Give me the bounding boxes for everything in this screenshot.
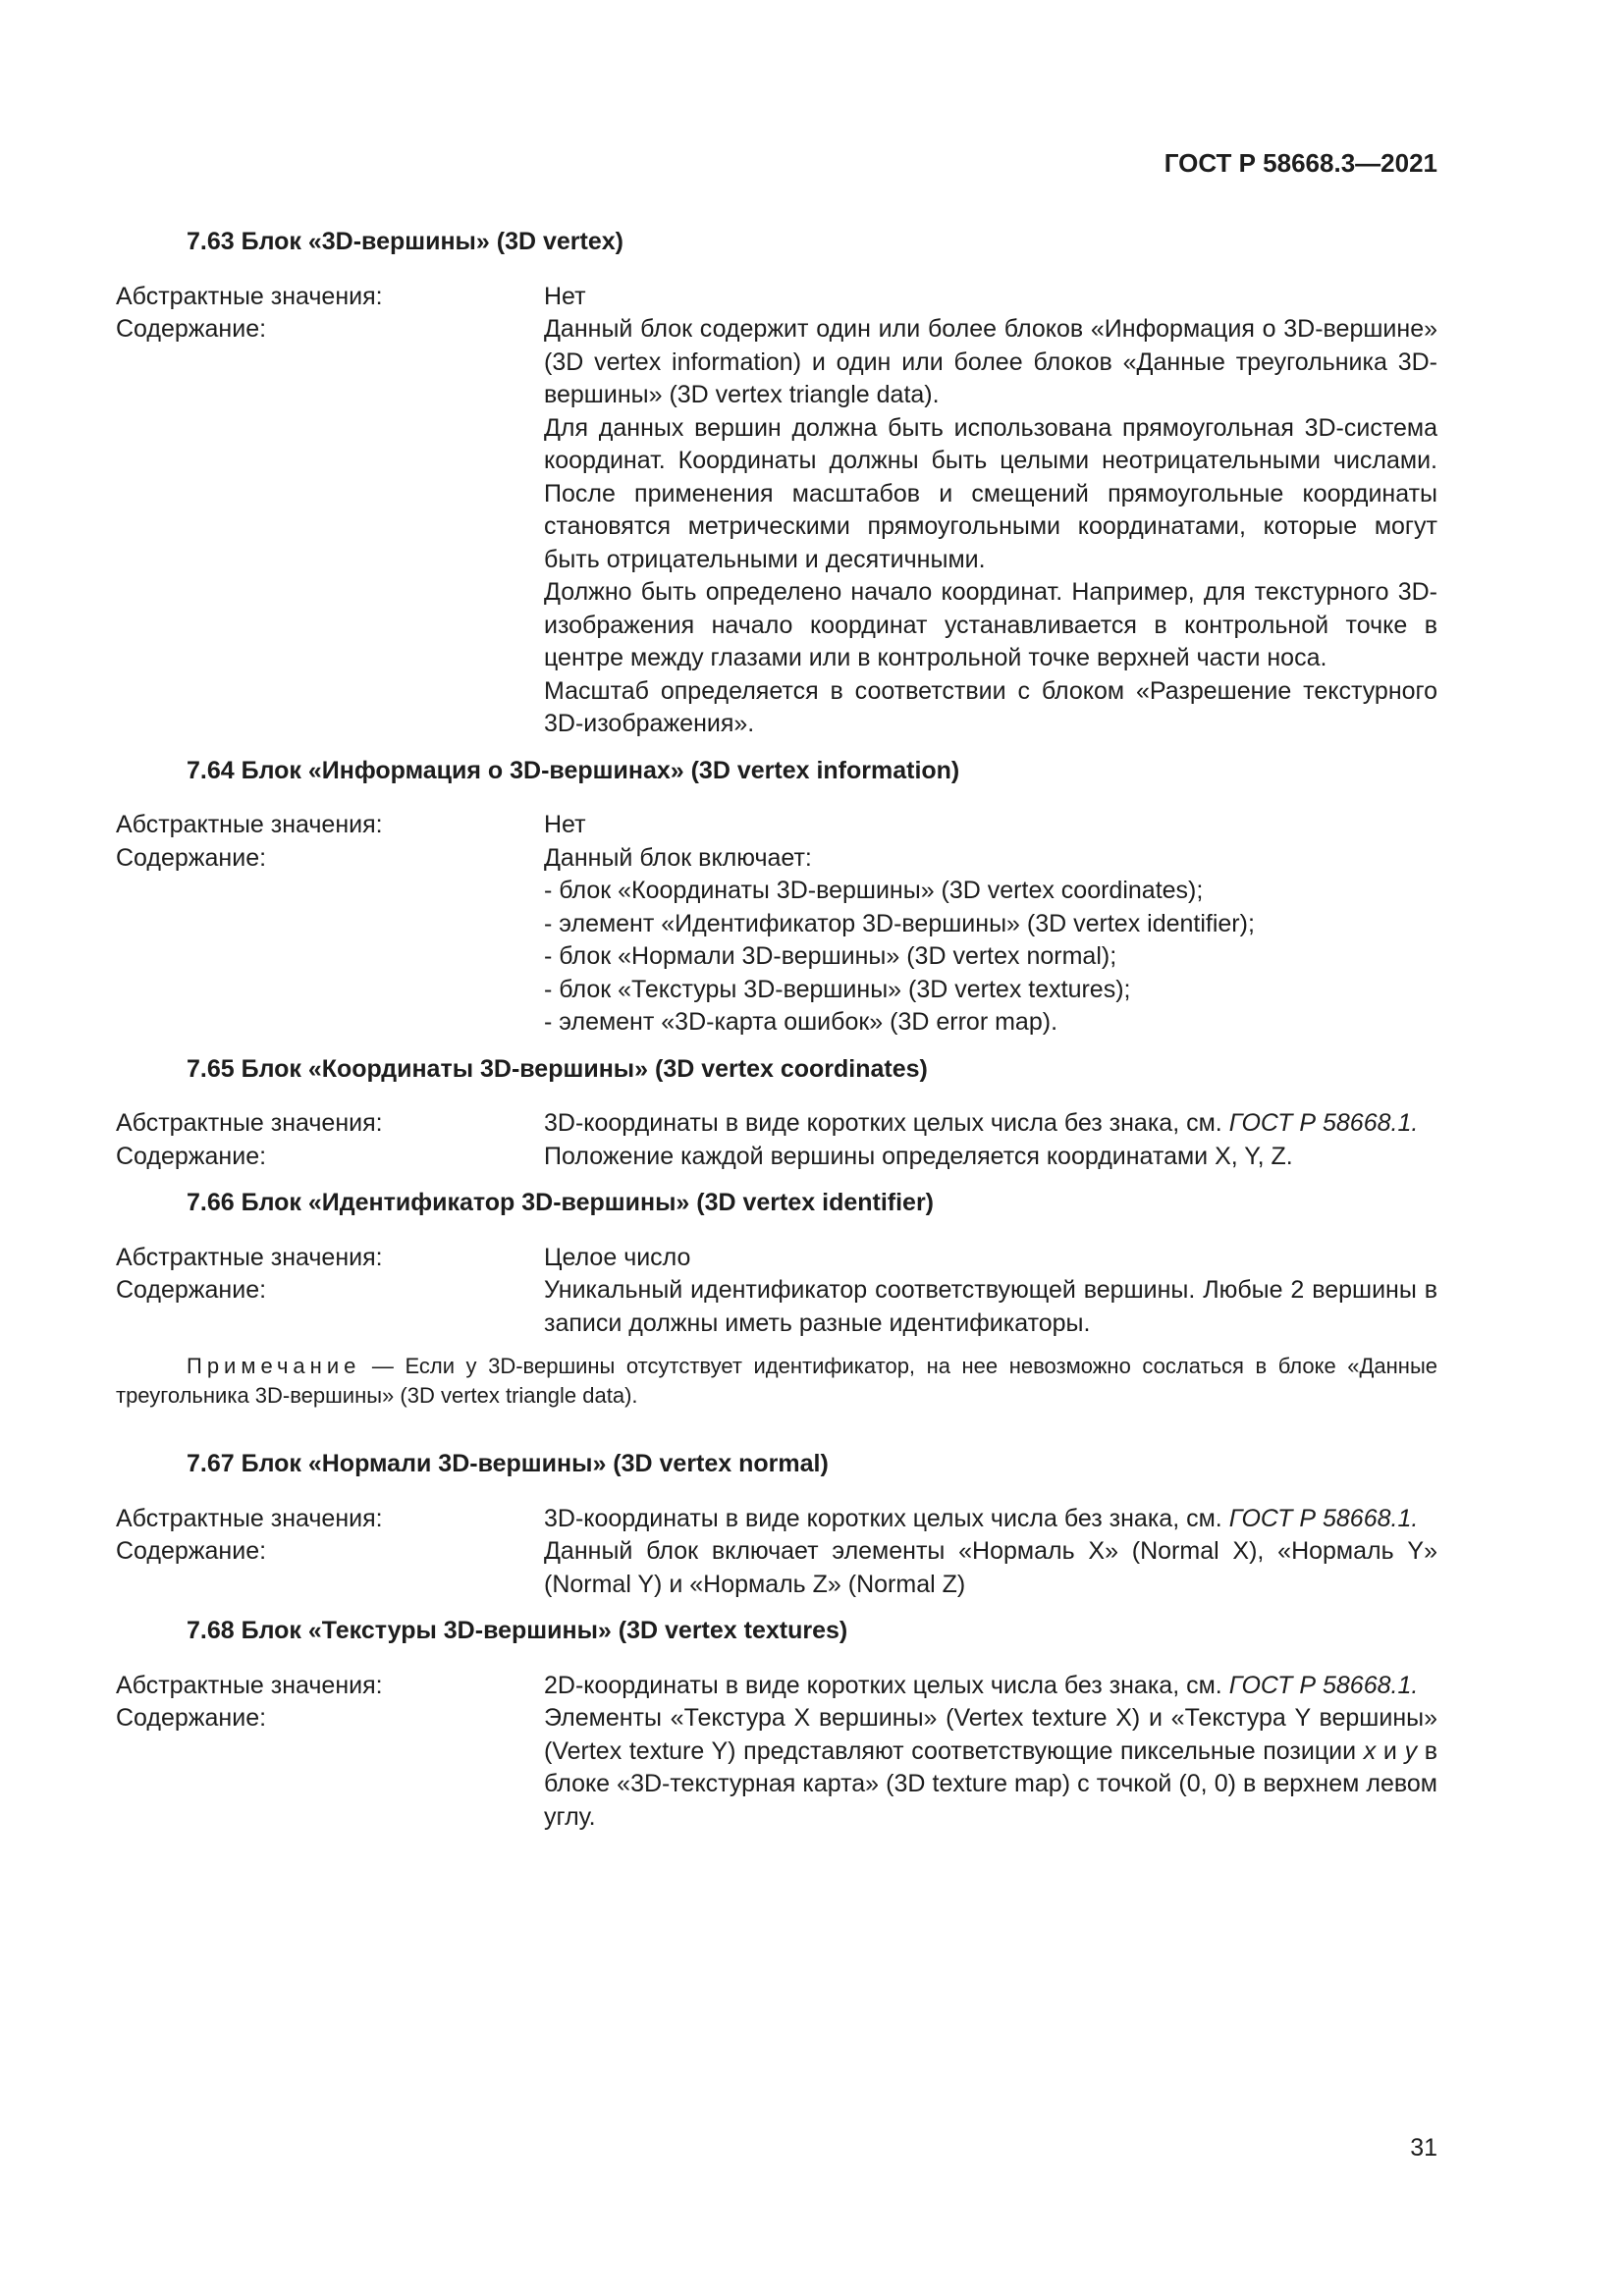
list-item: - элемент «3D-карта ошибок» (3D error map). bbox=[544, 1008, 1058, 1036]
content-value bbox=[544, 1702, 1437, 1834]
abstract-row bbox=[116, 281, 1437, 314]
abstract-text: 2D-координаты в виде коротких целых числа без знака, см. bbox=[544, 1671, 1222, 1699]
content-label: Содержание: bbox=[116, 1276, 267, 1304]
document-body bbox=[116, 226, 1437, 1847]
list-item: - элемент «Идентификатор 3D-вершины» (3D vertex identifier); bbox=[544, 909, 1255, 937]
abstract-label: Абстрактные значения: bbox=[116, 1671, 383, 1699]
abstract-text: 3D-координаты в виде коротких целых числа без знака, см. bbox=[544, 1504, 1222, 1532]
content-label: Содержание: bbox=[116, 315, 267, 343]
content-row bbox=[116, 842, 1437, 1040]
paragraph: Масштаб определяется в соответствии с блоком «Разрешение текстурного 3D-изображения». bbox=[544, 676, 1437, 737]
abstract-label: Абстрактные значения: bbox=[116, 282, 383, 310]
abstract-text: 3D-координаты в виде коротких целых числа без знака, см. bbox=[544, 1109, 1222, 1137]
section-7-67 bbox=[116, 1448, 1437, 1601]
abstract-row bbox=[116, 1503, 1437, 1536]
content-row bbox=[116, 313, 1437, 741]
section-7-64 bbox=[116, 755, 1437, 1040]
content-value bbox=[544, 842, 1437, 1040]
abstract-value: Нет bbox=[544, 282, 586, 310]
abstract-label: Абстрактные значения: bbox=[116, 1504, 383, 1532]
section-title: 7.64 Блок «Информация о 3D-вершинах» (3D vertex information) bbox=[187, 756, 960, 784]
standard-reference: ГОСТ Р 58668.1. bbox=[1228, 1671, 1419, 1699]
note-text: — Если у 3D-вершины отсутствует идентификатор, на нее невозможно сослаться в блоке «Данные треугольника 3D-вершины» (3D vertex triangle data). bbox=[116, 1354, 1437, 1408]
abstract-row bbox=[116, 1107, 1437, 1141]
paragraph: Должно быть определено начало координат. Например, для текстурного 3D-изображения начало координат устанавливается в контрольной точке в центре между глазами или в контрольной точке верхней части носа. bbox=[544, 578, 1437, 671]
abstract-value bbox=[544, 1670, 1437, 1703]
doc-code: ГОСТ Р 58668.3—2021 bbox=[1164, 148, 1437, 178]
content-text: и bbox=[1376, 1736, 1405, 1765]
content-text: в блоке «3D-текстурная карта» (3D texture map) с точкой (0, 0) в верхнем левом углу. bbox=[544, 1736, 1438, 1831]
content-row bbox=[116, 1274, 1437, 1340]
content-value: Уникальный идентификатор соответствующей вершины. Любые 2 вершины в записи должны иметь разные идентификаторы. bbox=[544, 1276, 1437, 1337]
section-title: 7.68 Блок «Текстуры 3D-вершины» (3D vertex textures) bbox=[187, 1617, 848, 1644]
content-value: Данный блок включает элементы «Нормаль X» (Normal X), «Нормаль Y» (Normal Y) и «Нормаль Z» (Normal Z) bbox=[544, 1537, 1437, 1598]
abstract-label: Абстрактные значения: bbox=[116, 1243, 383, 1271]
list-item: - блок «Нормали 3D-вершины» (3D vertex normal); bbox=[544, 942, 1117, 970]
abstract-value: Нет bbox=[544, 811, 586, 838]
content-value bbox=[544, 313, 1437, 741]
abstract-row bbox=[116, 809, 1437, 842]
variable-x: x bbox=[1363, 1736, 1377, 1765]
section-7-63 bbox=[116, 226, 1437, 741]
standard-reference: ГОСТ Р 58668.1. bbox=[1228, 1109, 1419, 1137]
content-label: Содержание: bbox=[116, 843, 267, 872]
standard-reference: ГОСТ Р 58668.1. bbox=[1228, 1504, 1419, 1532]
section-7-65 bbox=[116, 1053, 1437, 1174]
section-7-66 bbox=[116, 1187, 1437, 1411]
list-item: - блок «Текстуры 3D-вершины» (3D vertex textures); bbox=[544, 975, 1131, 1003]
page-number: 31 bbox=[1410, 2134, 1437, 2162]
abstract-row bbox=[116, 1242, 1437, 1275]
paragraph: Для данных вершин должна быть использована прямоугольная 3D-система координат. Координаты должны быть целыми неотрицательными числами. После применения масштабов и смещений прямоугольные координаты становятся метрическими прямоугольными координатами, которые могут быть отрицательными и десятичными. bbox=[544, 413, 1437, 573]
content-value: Положение каждой вершины определяется координатами X, Y, Z. bbox=[544, 1142, 1293, 1170]
note bbox=[116, 1352, 1437, 1411]
abstract-value: Целое число bbox=[544, 1243, 691, 1271]
note-label: Примечание bbox=[187, 1354, 361, 1378]
list-item: - блок «Координаты 3D-вершины» (3D vertex coordinates); bbox=[544, 877, 1204, 904]
section-title: 7.63 Блок «3D-вершины» (3D vertex) bbox=[187, 228, 623, 255]
section-title: 7.67 Блок «Нормали 3D-вершины» (3D vertex normal) bbox=[187, 1450, 829, 1477]
variable-y: y bbox=[1404, 1736, 1418, 1765]
section-title: 7.65 Блок «Координаты 3D-вершины» (3D vertex coordinates) bbox=[187, 1054, 928, 1083]
abstract-label: Абстрактные значения: bbox=[116, 811, 383, 838]
content-label: Содержание: bbox=[116, 1704, 267, 1732]
content-label: Содержание: bbox=[116, 1537, 267, 1565]
abstract-value bbox=[544, 1107, 1437, 1141]
content-row bbox=[116, 1141, 1437, 1174]
content-row bbox=[116, 1535, 1437, 1601]
section-7-68 bbox=[116, 1615, 1437, 1834]
content-label: Содержание: bbox=[116, 1142, 267, 1170]
abstract-label: Абстрактные значения: bbox=[116, 1109, 383, 1137]
list-intro: Данный блок включает: bbox=[544, 843, 812, 872]
content-text: Элементы «Текстура X вершины» (Vertex texture X) и «Текстура Y вершины» (Vertex texture Y) представляют соответствующие пиксельные позиции bbox=[544, 1704, 1437, 1765]
content-row bbox=[116, 1702, 1437, 1834]
section-title: 7.66 Блок «Идентификатор 3D-вершины» (3D vertex identifier) bbox=[187, 1189, 935, 1216]
abstract-row bbox=[116, 1670, 1437, 1703]
paragraph: Данный блок содержит один или более блоков «Информация о 3D-вершине» (3D vertex information) и один или более блоков «Данные треугольника 3D-вершины» (3D vertex triangle data). bbox=[544, 315, 1437, 408]
abstract-value bbox=[544, 1503, 1437, 1536]
